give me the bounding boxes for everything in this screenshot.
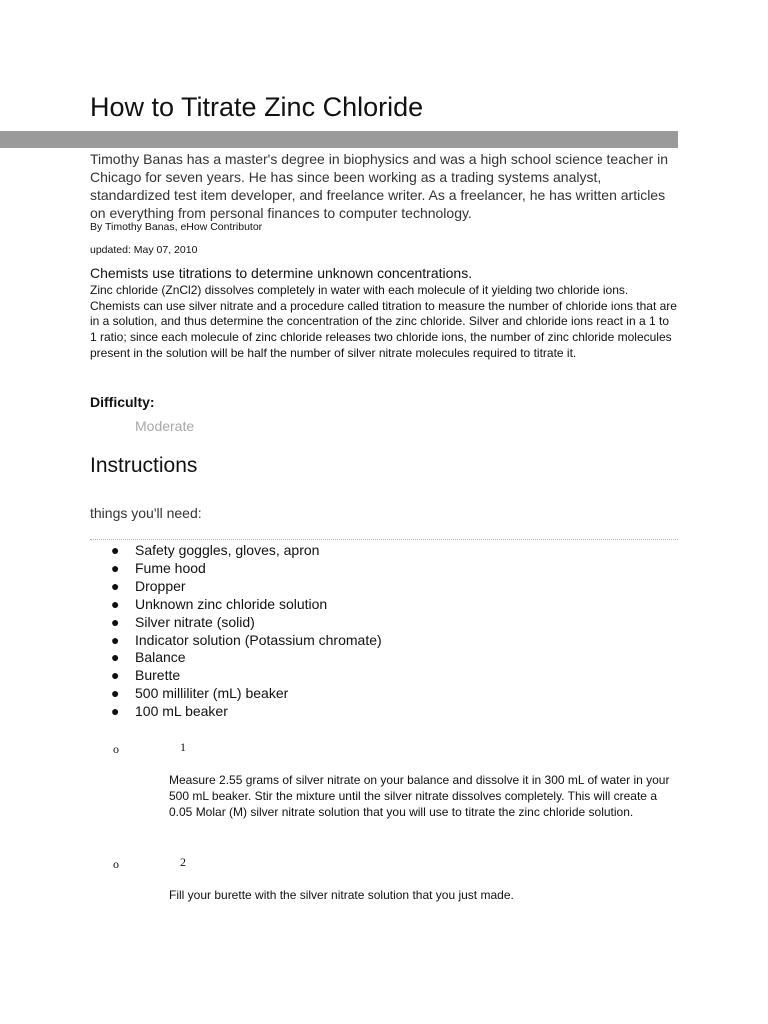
- list-item: [111, 649, 382, 667]
- title-divider-bar: [0, 131, 678, 148]
- dotted-divider: [90, 539, 678, 540]
- step-text: Measure 2.55 grams of silver nitrate on your balance and dissolve it in 300 mL of water in your 500 mL beaker. Stir the mixture until the silver nitrate dissolves completely. This will create a 0.05 Molar (M) silver nitrate solution that you will use to titrate the zinc chloride solution.: [169, 773, 670, 819]
- list-item-text: Safety goggles, gloves, apron: [135, 542, 320, 558]
- list-item: [111, 595, 382, 614]
- bullet-icon: ●: [111, 595, 120, 612]
- intro-heading: Chemists use titrations to determine unknown concentrations.: [90, 265, 473, 281]
- step-text: Fill your burette with the silver nitrate solution that you just made.: [169, 888, 514, 902]
- bullet-icon: ●: [111, 577, 120, 594]
- list-item: [111, 685, 382, 703]
- list-item: [111, 613, 382, 632]
- intro-body: Zinc chloride (ZnCl2) dissolves completely in water with each molecule of it yielding two chloride ions. Chemists can use silver nitrate and a procedure called titration to measure the number of chloride ions that are in a solution, and thus determine the concentration of the zinc chloride. Silver and chloride ions react in a 1 to 1 ratio; since each molecule of zinc chloride releases two chloride ions, the number of zinc chloride molecules present in the solution will be half the number of silver nitrate molecules required to titrate it.: [90, 283, 677, 360]
- list-item-text: Silver nitrate (solid): [135, 613, 255, 630]
- bullet-icon: ●: [111, 703, 120, 720]
- step-marker: o: [113, 857, 119, 871]
- difficulty-label: Difficulty:: [90, 394, 155, 410]
- list-item-text: 100 mL beaker: [135, 703, 228, 720]
- list-item-text: 500 milliliter (mL) beaker: [135, 685, 289, 702]
- bullet-icon: ●: [111, 542, 120, 558]
- byline: By Timothy Banas, eHow Contributor: [90, 221, 263, 233]
- page-title: How to Titrate Zinc Chloride: [90, 92, 424, 122]
- list-item: [111, 703, 382, 721]
- difficulty-value: Moderate: [135, 418, 195, 434]
- list-item-text: Indicator solution (Potassium chromate): [135, 631, 382, 648]
- bullet-icon: ●: [111, 559, 120, 576]
- author-bio: Timothy Banas has a master's degree in biophysics and was a high school science teacher in Chicago for seven years. He has since been working as a trading systems analyst, standardized test item developer, and freelance writer. As a freelancer, he has written articles on everything from personal finances to computer technology.: [90, 151, 669, 221]
- list-item: [111, 667, 382, 685]
- list-item-text: Balance: [135, 649, 186, 666]
- list-item: [111, 559, 382, 578]
- step-number: 1: [180, 740, 186, 754]
- list-item-text: Dropper: [135, 577, 186, 594]
- list-item-text: Unknown zinc chloride solution: [135, 595, 328, 612]
- instructions-heading: Instructions: [90, 454, 198, 477]
- list-item: [111, 577, 382, 596]
- things-needed-list: [111, 542, 382, 721]
- bullet-icon: ●: [111, 667, 120, 684]
- bullet-icon: ●: [111, 631, 120, 648]
- list-item: [111, 631, 382, 650]
- updated-date: updated: May 07, 2010: [90, 244, 198, 256]
- list-item-text: Fume hood: [135, 559, 206, 576]
- bullet-icon: ●: [111, 613, 120, 630]
- step-marker: o: [113, 742, 119, 756]
- step-number: 2: [180, 855, 186, 869]
- bullet-icon: ●: [111, 649, 120, 666]
- bullet-icon: ●: [111, 685, 120, 702]
- list-item-text: Burette: [135, 667, 181, 684]
- list-item: [111, 542, 382, 560]
- things-needed-label: things you'll need:: [90, 505, 202, 521]
